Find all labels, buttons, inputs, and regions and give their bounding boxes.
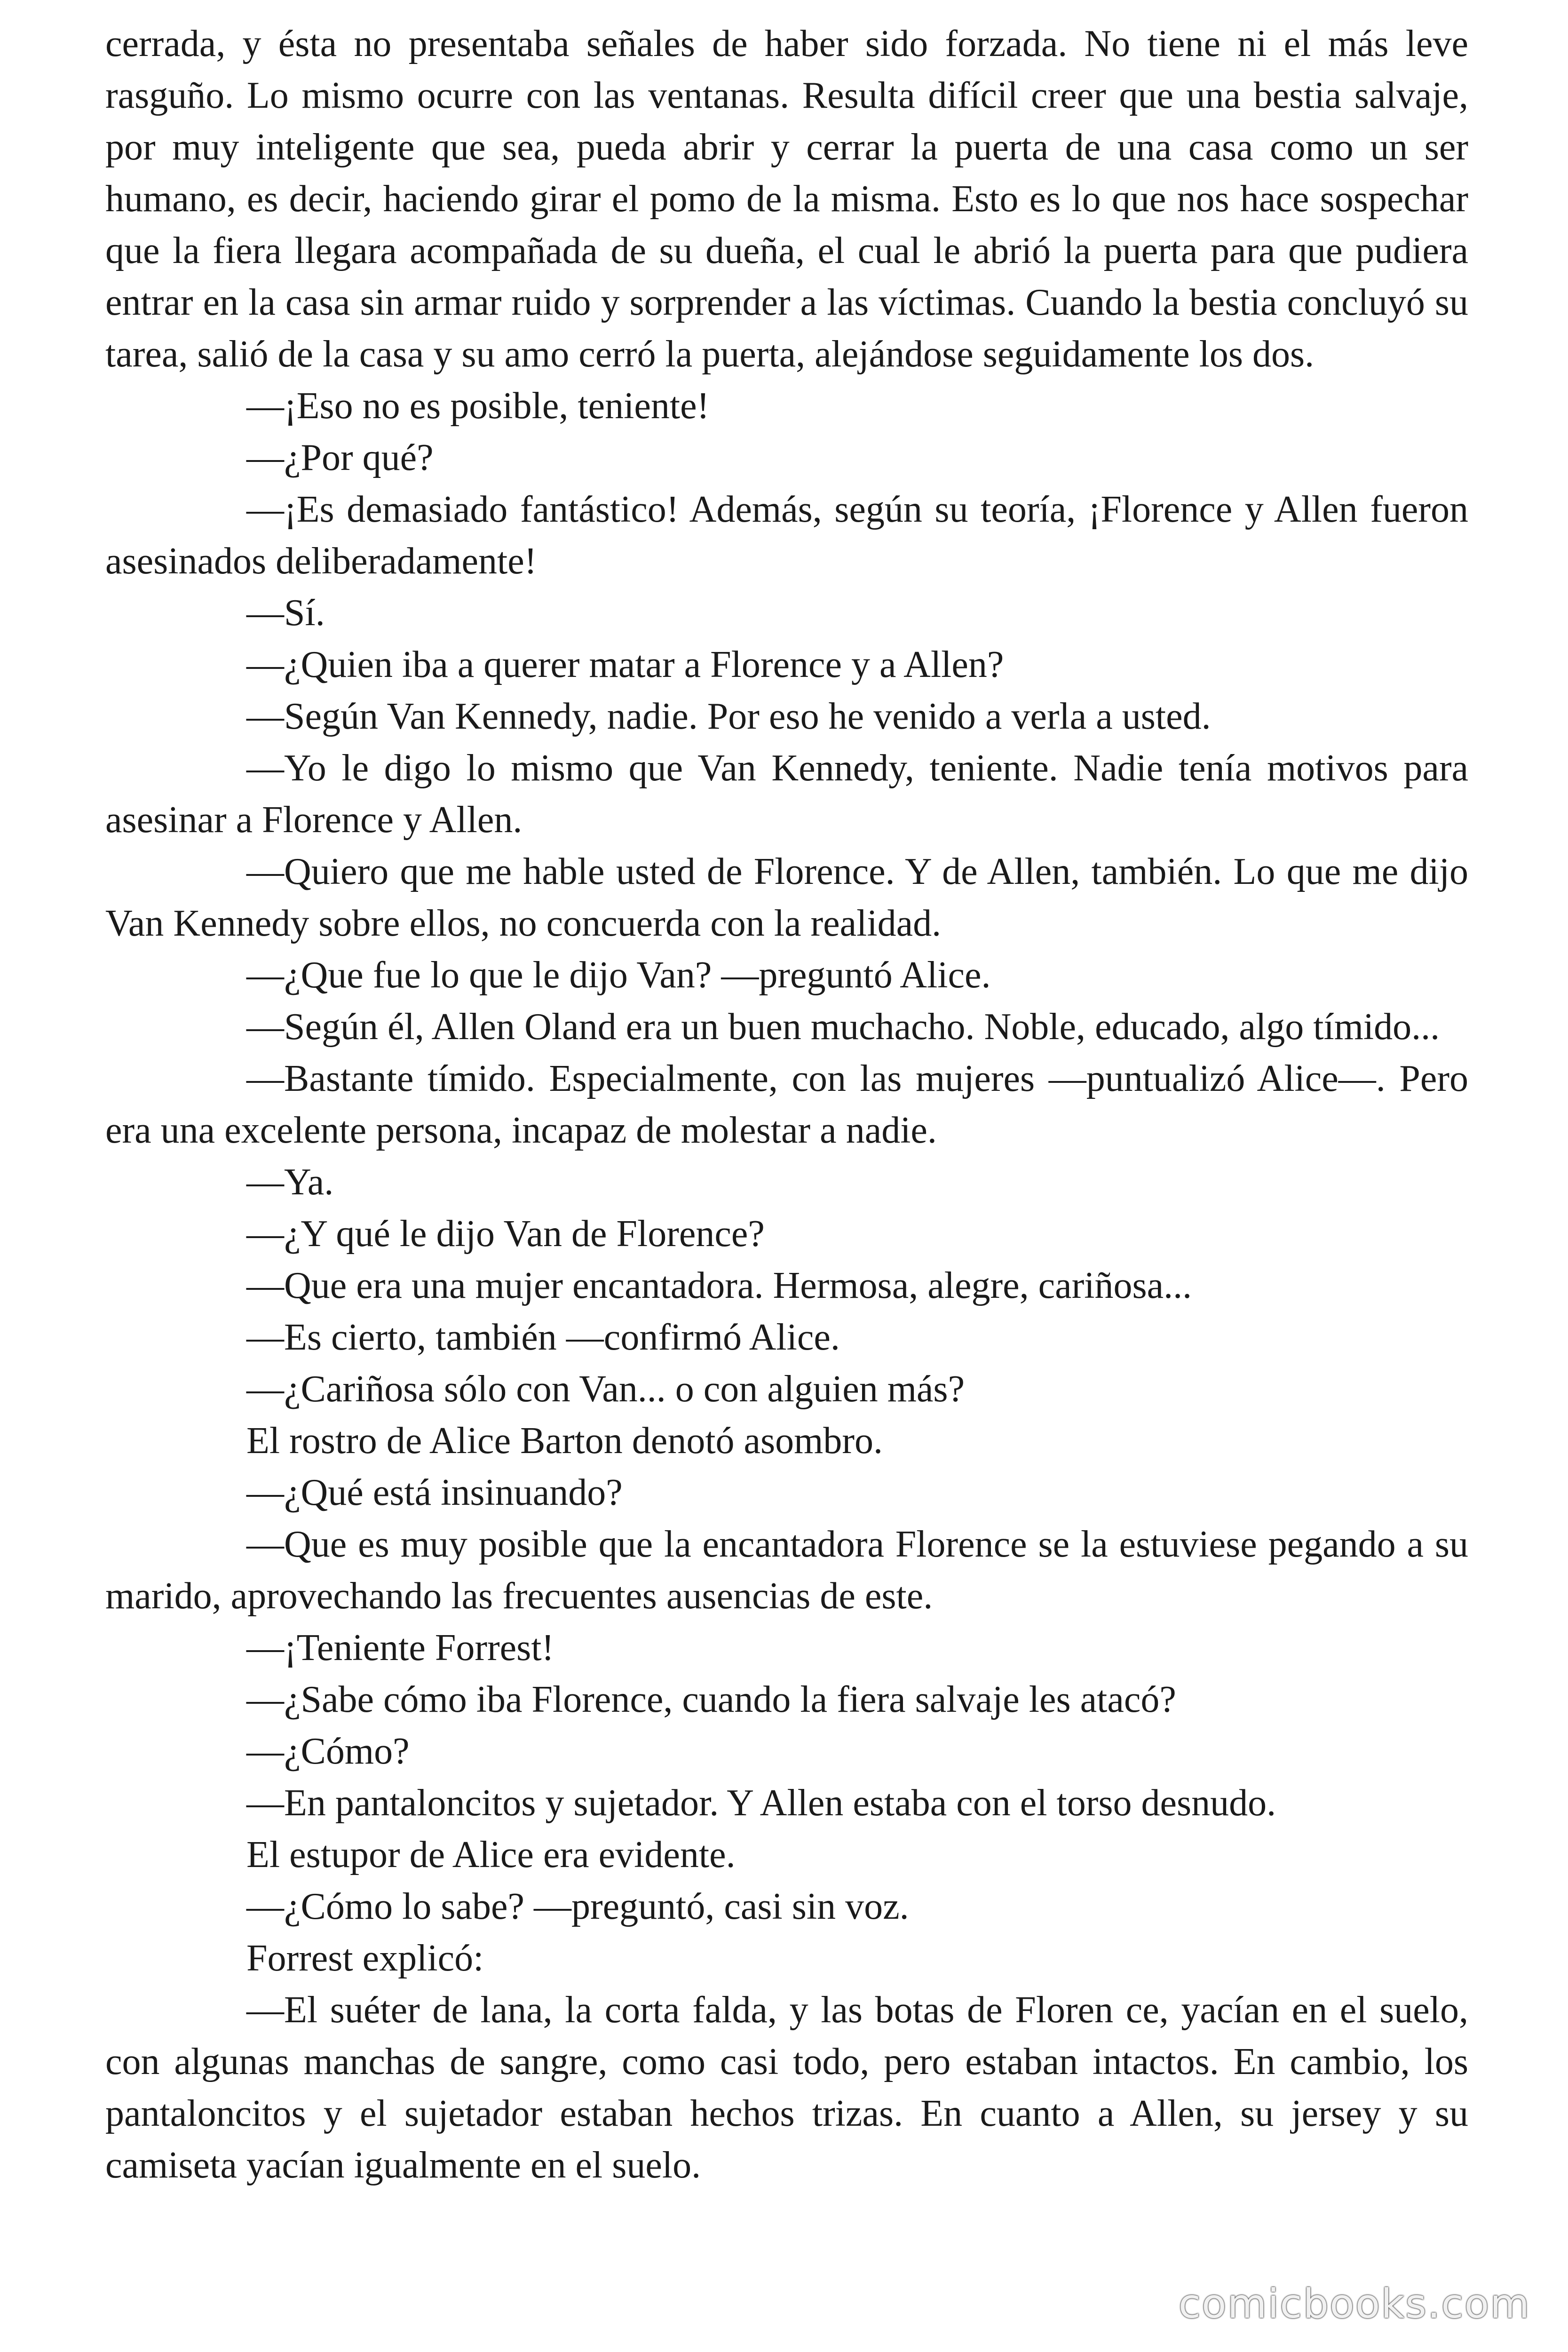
paragraph: —¿Por qué? [246,437,434,478]
paragraph: —Es cierto, también —confirmó Alice. [246,1317,840,1358]
paragraph: —Según Van Kennedy, nadie. Por eso he venido a verla a usted. [246,696,1211,737]
paragraph: —Que era una mujer encantadora. Hermosa, alegre, cariñosa... [246,1265,1192,1306]
paragraph: —¿Y qué le dijo Van de Florence? [246,1213,765,1255]
paragraph: —¿Que fue lo que le dijo Van? —preguntó Alice. [246,954,991,996]
page-body [105,18,1468,2191]
paragraph: —¿Quien iba a querer matar a Florence y a Allen? [246,644,1004,685]
paragraph: —Bastante tímido. Especialmente, con las mujeres —puntualizó Alice—. Pero era una excelente persona, incapaz de molestar a nadie. [105,1058,1468,1151]
paragraph: —¿Cómo? [246,1731,410,1772]
paragraph: —Sí. [246,592,325,634]
paragraph: —¡Es demasiado fantástico! Además, según su teoría, ¡Florence y Allen fueron asesinados deliberadamente! [105,489,1468,582]
paragraph: —¿Cómo lo sabe? —preguntó, casi sin voz. [246,1886,909,1927]
paragraph: —Yo le digo lo mismo que Van Kennedy, teniente. Nadie tenía motivos para asesinar a Florence y Allen. [105,747,1468,841]
paragraph: —Según él, Allen Oland era un buen muchacho. Noble, educado, algo tímido... [246,1006,1440,1048]
paragraph: —En pantaloncitos y sujetador. Y Allen estaba con el torso desnudo. [246,1782,1276,1824]
paragraph: —¡Teniente Forrest! [246,1627,554,1669]
paragraph: —¿Qué está insinuando? [246,1472,623,1513]
paragraph: —El suéter de lana, la corta falda, y las botas de Floren ce, yacían en el suelo, con algunas manchas de sangre, como casi todo, pero estaban intactos. En cambio, los pantaloncitos y el sujetador estaban hechos trizas. En cuanto a Allen, su jersey y su camiseta yacían igualmente en el suelo. [105,1989,1468,2186]
paragraph: —¡Eso no es posible, teniente! [246,385,710,427]
paragraph: cerrada, y ésta no presentaba señales de haber sido forzada. No tiene ni el más leve rasguño. Lo mismo ocurre con las ventanas. Resulta difícil creer que una bestia salvaje, por muy inteligente que sea, pueda abrir y cerrar la puerta de una casa como un ser humano, es decir, haciendo girar el pomo de la misma. Esto es lo que nos hace sospechar que la fiera llegara acompañada de su dueña, el cual le abrió la puerta para que pudiera entrar en la casa sin armar ruido y sorprender a las víctimas. Cuando la bestia concluyó su tarea, salió de la casa y su amo cerró la puerta, alejándose seguidamente los dos. [105,23,1468,375]
paragraph: —¿Cariñosa sólo con Van... o con alguien más? [246,1368,965,1410]
paragraph: —Que es muy posible que la encantadora Florence se la estuviese pegando a su marido, aprovechando las frecuentes ausencias de este. [105,1524,1468,1617]
paragraph: El rostro de Alice Barton denotó asombro. [246,1420,883,1462]
paragraph: —Ya. [246,1161,334,1203]
paragraph: Forrest explicó: [246,1938,484,1979]
watermark: comicbooks.com [1178,2280,1530,2328]
paragraph: —¿Sabe cómo iba Florence, cuando la fiera salvaje les atacó? [246,1679,1176,1720]
paragraph: —Quiero que me hable usted de Florence. Y de Allen, también. Lo que me dijo Van Kennedy sobre ellos, no concuerda con la realidad. [105,851,1468,944]
paragraph: El estupor de Alice era evidente. [246,1834,736,1875]
